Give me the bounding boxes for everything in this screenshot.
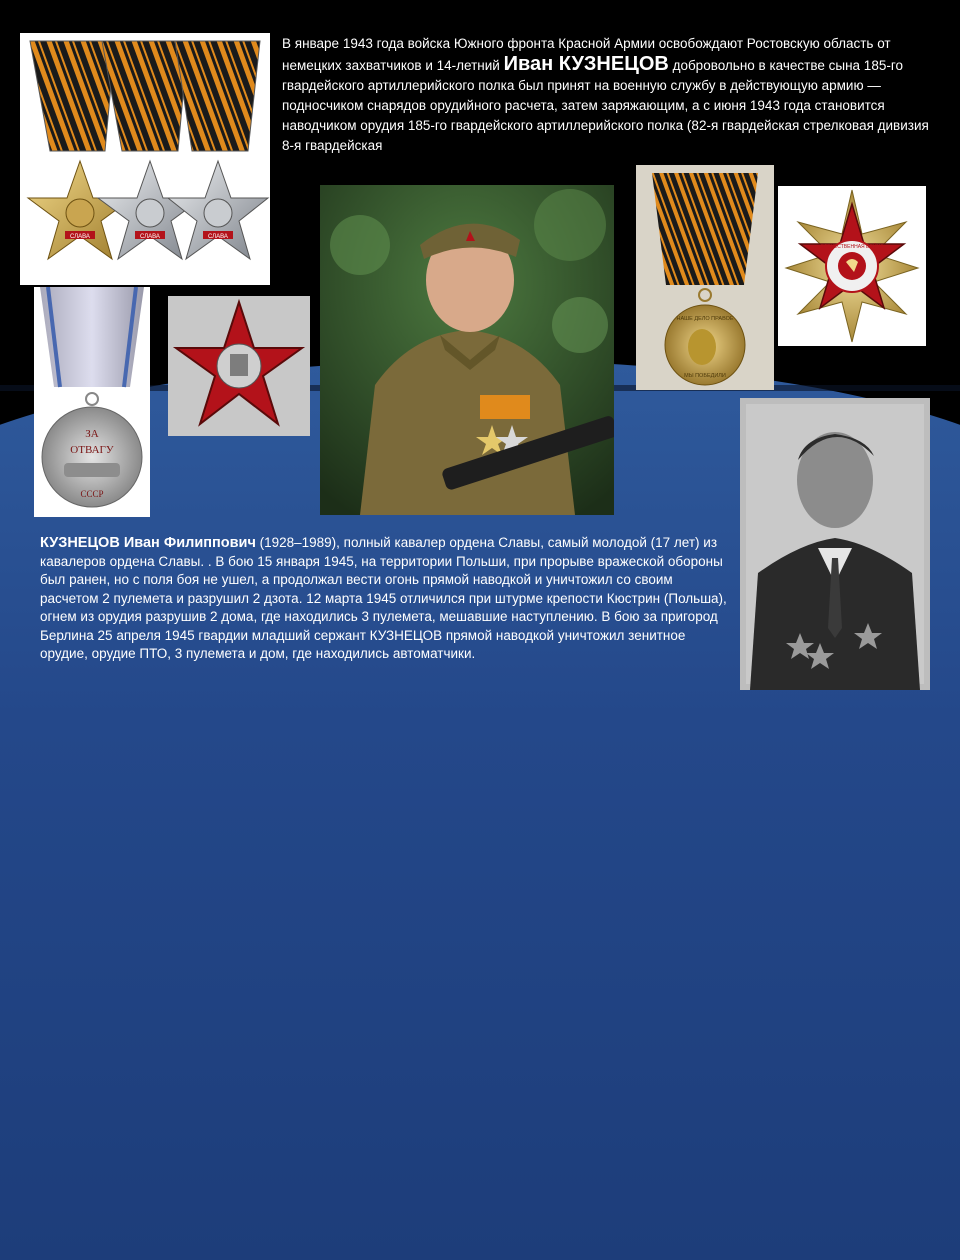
orders-of-glory-photo <box>20 33 270 285</box>
top-text-part1: В январе 1943 года войска Южного фронта Красной Армии освобождают Ростовскую область от немецких захватчиков и 14-летний <box>282 36 891 73</box>
top-text-name: Иван КУЗНЕЦОВ <box>503 53 669 75</box>
victory-medal-text: МЫ ПОБЕДИЛИ <box>684 373 726 379</box>
glory-order-label: СЛАВА <box>208 234 228 240</box>
victory-medal-photo <box>636 165 774 390</box>
bravery-text: СССР <box>80 489 104 499</box>
top-text-part2: добровольно в качестве сына 185-го гвардейского артиллерийского полка был принят на военную службу в действующую армию — подносчиком снарядов орудийного расчета, затем заряжающим, а с июня 1943 года становится наводчиком орудия 185-го гвардейского артиллерийского полка (82-я гвардейская стрелковая дивизия 8-я гвардейская <box>282 58 929 153</box>
medal-for-bravery-photo <box>34 287 150 517</box>
bottom-text-name: КУЗНЕЦОВ Иван Филиппович <box>40 535 256 551</box>
glory-order-label: СЛАВА <box>70 234 90 240</box>
bottom-text-body: (1928–1989), полный кавалер ордена Славы, самый молодой (17 лет) из кавалеров ордена Славы. . В бою 15 января 1945, на территории Польши, при прорыве вражеской обороны был ранен, но с поля боя не ушел, а продолжал вести огонь прямой наводкой и уничтожил со своим расчетом 2 пулемета и разрушил 2 дзота. 12 марта 1945 отличился при штурме крепости Кюстрин (Польша), огнем из орудия разрушив 2 дома, где находились 3 пулемета, мешавшие наступлению. В бою за пригород Берлина 25 апреля 1945 гвардии младший сержант КУЗНЕЦОВ прямой наводкой уничтожил зенитное орудие, орудие ПТО, 3 пулемета и дом, где находились автоматчики. <box>40 535 727 661</box>
adult-portrait-photo <box>740 398 930 690</box>
patriotic-war-ring-text: ОТЕЧЕСТВЕННАЯ ВОЙНА <box>820 244 884 250</box>
top-text <box>282 34 942 156</box>
order-red-star-photo <box>168 296 310 436</box>
glory-order-label: СЛАВА <box>140 234 160 240</box>
bottom-text <box>40 534 730 664</box>
bravery-text: ОТВАГУ <box>70 444 114 456</box>
bravery-text: ЗА <box>85 428 99 440</box>
young-soldier-photo <box>320 185 614 515</box>
order-patriotic-war-photo <box>778 186 926 346</box>
victory-medal-text: НАШЕ ДЕЛО ПРАВОЕ <box>676 316 734 322</box>
